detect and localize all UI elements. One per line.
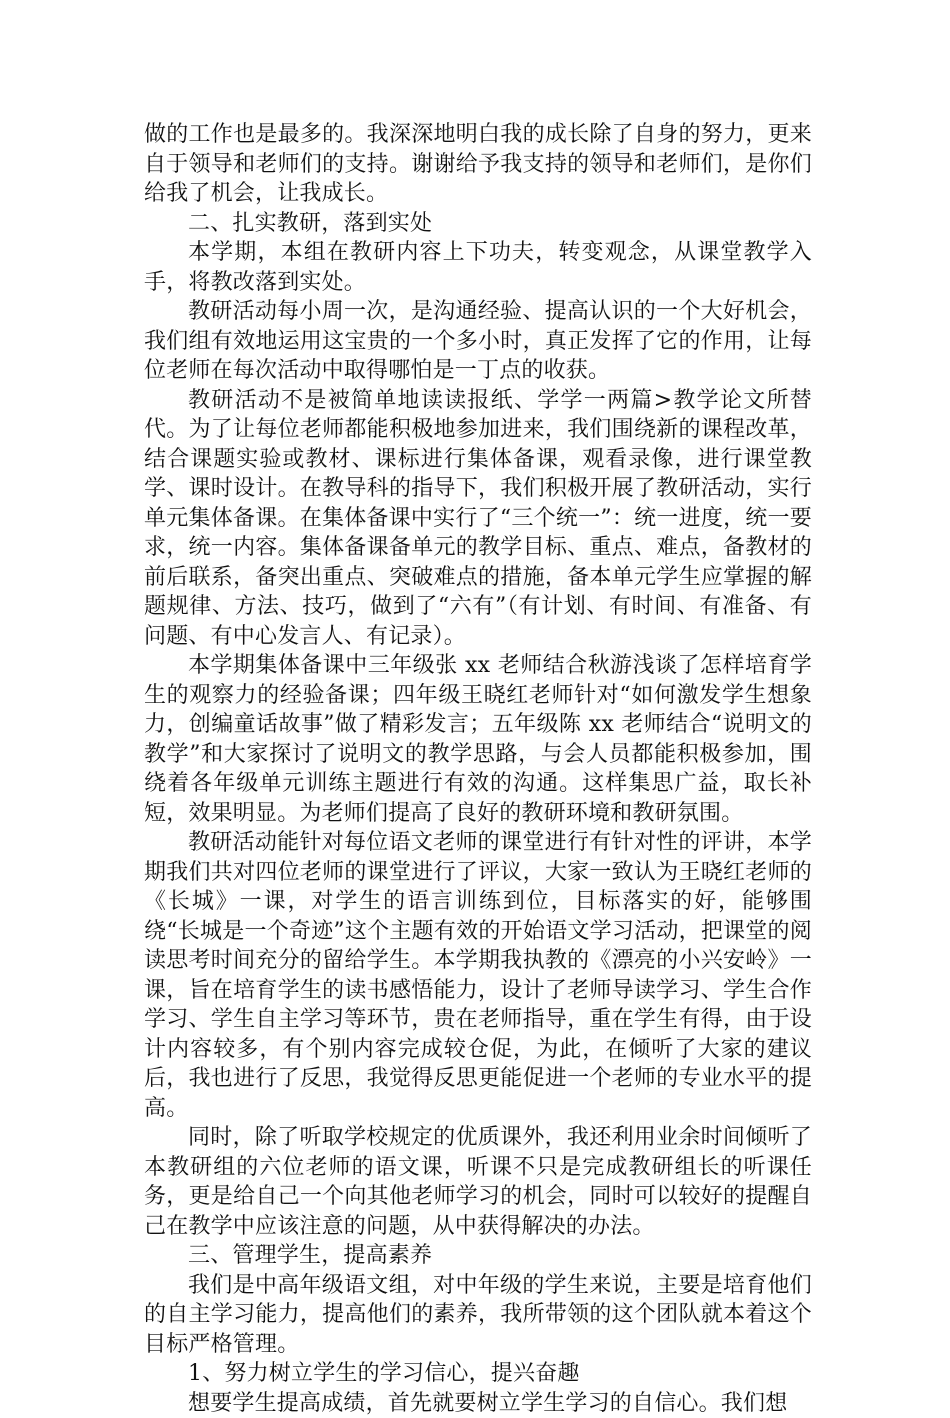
section-heading: 三、管理学生，提高素养 <box>144 1241 812 1271</box>
paragraph: 想要学生提高成绩，首先就要树立学生学习的自信心。我们想 <box>144 1389 812 1418</box>
section-heading: 二、扎实教研，落到实处 <box>144 209 812 239</box>
paragraph: 我们是中高年级语文组，对中年级的学生来说，主要是培育他们的自主学习能力，提高他们的素养，我所带领的这个团队就本着这个目标严格管理。 <box>144 1271 812 1360</box>
document-body <box>144 120 812 1418</box>
paragraph: 同时，除了听取学校规定的优质课外，我还利用业余时间倾听了本教研组的六位老师的语文课，听课不只是完成教研组长的听课任务，更是给自己一个向其他老师学习的机会，同时可以较好的提醒自己在教学中应该注意的问题，从中获得解决的办法。 <box>144 1123 812 1241</box>
paragraph: 教研活动能针对每位语文老师的课堂进行有针对性的评讲，本学期我们共对四位老师的课堂进行了评议，大家一致认为王晓红老师的《长城》一课，对学生的语言训练到位，目标落实的好，能够围绕“长城是一个奇迹”这个主题有效的开始语文学习活动，把课堂的阅读思考时间充分的留给学生。本学期我执教的《漂亮的小兴安岭》一课，旨在培育学生的读书感悟能力，设计了老师导读学习、学生合作学习、学生自主学习等环节，贵在老师指导，重在学生有得，由于设计内容较多，有个别内容完成较仓促，为此，在倾听了大家的建议后，我也进行了反思，我觉得反思更能促进一个老师的专业水平的提高。 <box>144 828 812 1123</box>
paragraph: 本学期，本组在教研内容上下功夫，转变观念，从课堂教学入手，将教改落到实处。 <box>144 238 812 297</box>
paragraph: 教研活动不是被简单地读读报纸、学学一两篇>教学论文所替代。为了让每位老师都能积极地参加进来，我们围绕新的课程改革，结合课题实验或教材、课标进行集体备课，观看录像，进行课堂教学、课时设计。在教导科的指导下，我们积极开展了教研活动，实行单元集体备课。在集体备课中实行了“三个统一”：统一进度，统一要求，统一内容。集体备课备单元的教学目标、重点、难点，备教材的前后联系，备突出重点、突破难点的措施，备本单元学生应掌握的解题规律、方法、技巧，做到了“六有”（有计划、有时间、有准备、有问题、有中心发言人、有记录）。 <box>144 386 812 652</box>
paragraph: 做的工作也是最多的。我深深地明白我的成长除了自身的努力，更来自于领导和老师们的支持。谢谢给予我支持的领导和老师们，是你们给我了机会，让我成长。 <box>144 120 812 209</box>
paragraph: 本学期集体备课中三年级张 xx 老师结合秋游浅谈了怎样培育学生的观察力的经验备课；四年级王晓红老师针对“如何激发学生想象力，创编童话故事”做了精彩发言；五年级陈 xx 老师结合“说明文的教学”和大家探讨了说明文的教学思路，与会人员都能积极参加，围绕着各年级单元训练主题进行有效的沟通。这样集思广益，取长补短，效果明显。为老师们提高了良好的教研环境和教研氛围。 <box>144 651 812 828</box>
paragraph: 教研活动每小周一次，是沟通经验、提高认识的一个大好机会，我们组有效地运用这宝贵的一个多小时，真正发挥了它的作用，让每位老师在每次活动中取得哪怕是一丁点的收获。 <box>144 297 812 386</box>
subsection-heading: 1、努力树立学生的学习信心，提兴奋趣 <box>144 1359 812 1389</box>
